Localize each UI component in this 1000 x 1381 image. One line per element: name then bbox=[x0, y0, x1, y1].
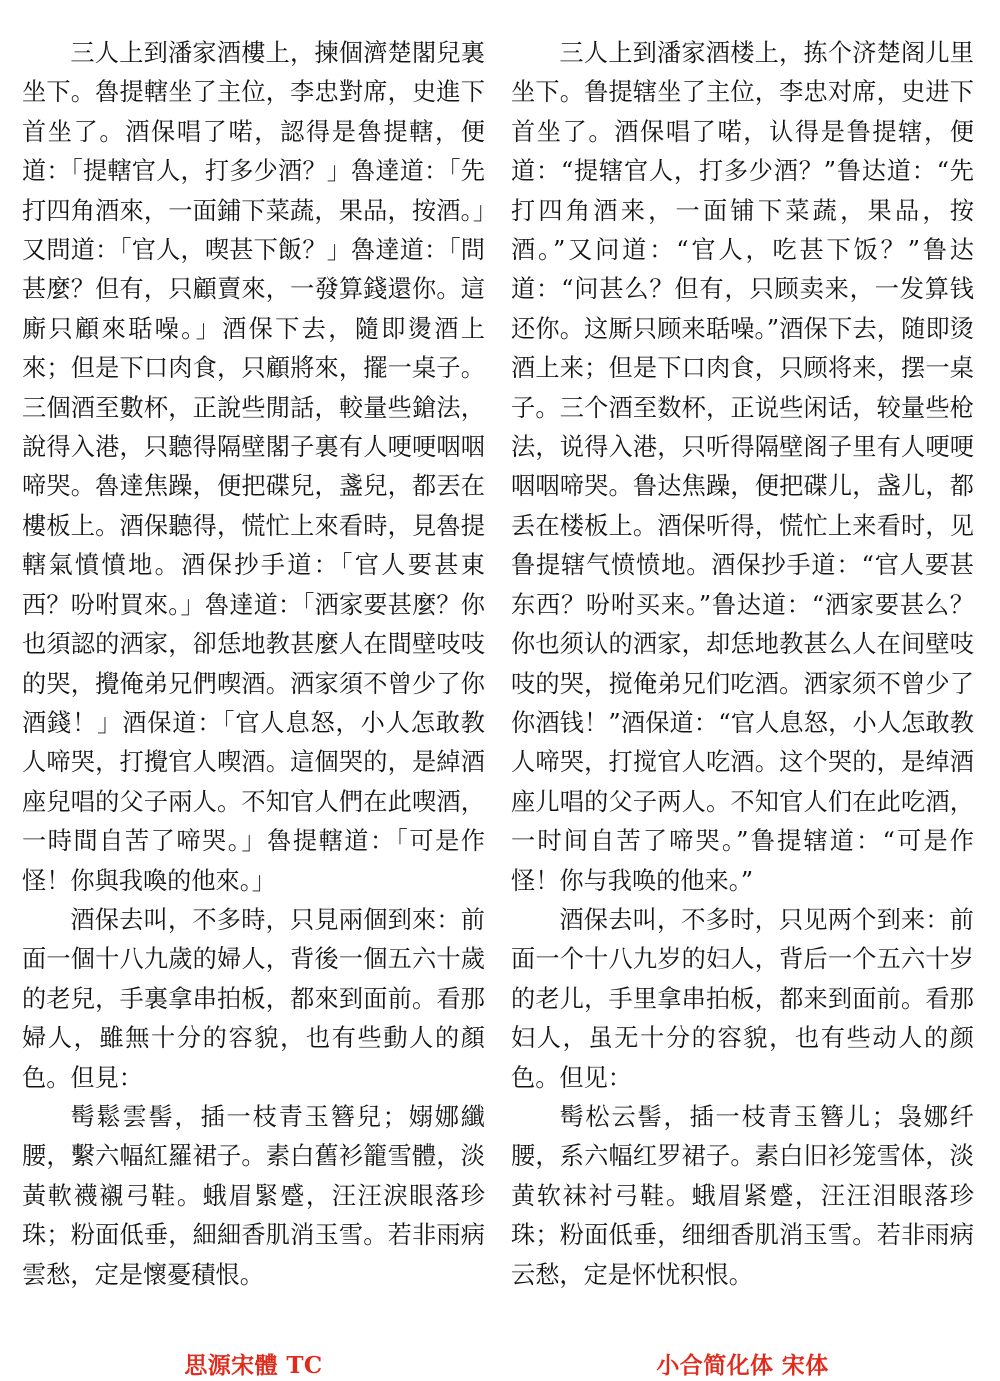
two-column-layout bbox=[22, 34, 978, 1295]
simplified-chinese-column bbox=[511, 34, 974, 1295]
right-caption-cell bbox=[511, 1351, 974, 1381]
traditional-font-caption: 思源宋體 TC bbox=[184, 1352, 323, 1379]
simplified-font-caption: 小合简化体 宋体 bbox=[656, 1352, 829, 1379]
traditional-text-body bbox=[22, 34, 485, 1295]
left-caption-cell bbox=[22, 1351, 485, 1381]
paragraph: 酒保去叫，不多時，只見兩個到來：前面一個十八九歲的婦人，背後一個五六十歲的老兒，手裏拿串拍板，都來到面前。看那婦人，雖無十分的容貌，也有些動人的顏色。但見： bbox=[22, 905, 485, 1092]
paragraph: 酒保去叫，不多时，只见两个到来：前面一个十八九岁的妇人，背后一个五六十岁的老儿，手里拿串拍板，都来到面前。看那妇人，虽无十分的容貌，也有些动人的颜色。但见： bbox=[511, 905, 974, 1092]
paragraph: 髩鬆雲髻，插一枝青玉簪兒；嫋娜纖腰，繫六幅紅羅裙子。素白舊衫籠雪體，淡黃軟襪襯弓鞋。蛾眉緊蹙，汪汪淚眼落珍珠；粉面低垂，細細香肌消玉雪。若非雨病雲愁，定是懷憂積恨。 bbox=[22, 1102, 485, 1289]
paragraph: 三人上到潘家酒樓上，揀個濟楚閣兒裏坐下。魯提轄坐了主位，李忠對席，史進下首坐了。酒保唱了喏，認得是魯提轄，便道：「提轄官人，打多少酒？」魯達道：「先打四角酒來，一面鋪下菜蔬，果品，按酒。」又問道：「官人，喫甚下飯？」魯達道：「問甚麼？但有，只顧賣來，一發算錢還你。這廝只顧來聒噪。」酒保下去，隨即燙酒上來；但是下口肉食，只顧將來，擺一桌子。三個酒至數杯，正說些閒話，較量些鎗法，說得入港，只聽得隔壁閣子裏有人哽哽咽咽啼哭。魯達焦躁，便把碟兒，盞兒，都丟在樓板上。酒保聽得，慌忙上來看時，見魯提轄氣憤憤地。酒保抄手道：「官人要甚東西？吩咐買來。」魯達道：「洒家要甚麼？你也須認的洒家，卻恁地教甚麼人在間壁吱吱的哭，攪俺弟兄們喫酒。洒家須不曾少了你酒錢！」酒保道：「官人息怒，小人怎敢教人啼哭，打攪官人喫酒。這個哭的，是綽酒座兒唱的父子兩人。不知官人們在此喫酒，一時間自苦了啼哭。」魯提轄道：「可是作怪！你與我喚的他來。」 bbox=[22, 39, 485, 895]
caption-row bbox=[22, 1351, 978, 1381]
paragraph: 三人上到潘家酒楼上，拣个济楚阁儿里坐下。鲁提辖坐了主位，李忠对席，史进下首坐了。酒保唱了喏，认得是鲁提辖，便道：“提辖官人，打多少酒？”鲁达道：“先打四角酒来，一面铺下菜蔬，果品，按酒。”又问道：“官人，吃甚下饭？”鲁达道：“问甚么？但有，只顾卖来，一发算钱还你。这厮只顾来聒噪。”酒保下去，随即烫酒上来；但是下口肉食，只顾将来，摆一桌子。三个酒至数杯，正说些闲话，较量些枪法，说得入港，只听得隔壁阁子里有人哽哽咽咽啼哭。鲁达焦躁，便把碟儿，盏儿，都丢在楼板上。酒保听得，慌忙上来看时，见鲁提辖气愤愤地。酒保抄手道：“官人要甚东西？吩咐买来。”鲁达道：“洒家要甚么？你也须认的洒家，却恁地教甚么人在间壁吱吱的哭，搅俺弟兄们吃酒。洒家须不曾少了你酒钱！”酒保道：“官人息怒，小人怎敢教人啼哭，打搅官人吃酒。这个哭的，是绰酒座儿唱的父子两人。不知官人们在此吃酒，一时间自苦了啼哭。”鲁提辖道：“可是作怪！你与我唤的他来。” bbox=[511, 39, 974, 895]
paragraph: 髩松云髻，插一枝青玉簪儿；袅娜纤腰，系六幅红罗裙子。素白旧衫笼雪体，淡黄软袜衬弓鞋。蛾眉紧蹙，汪汪泪眼落珍珠；粉面低垂，细细香肌消玉雪。若非雨病云愁，定是怀忧积恨。 bbox=[511, 1102, 974, 1289]
traditional-chinese-column bbox=[22, 34, 485, 1295]
simplified-text-body bbox=[511, 34, 974, 1295]
